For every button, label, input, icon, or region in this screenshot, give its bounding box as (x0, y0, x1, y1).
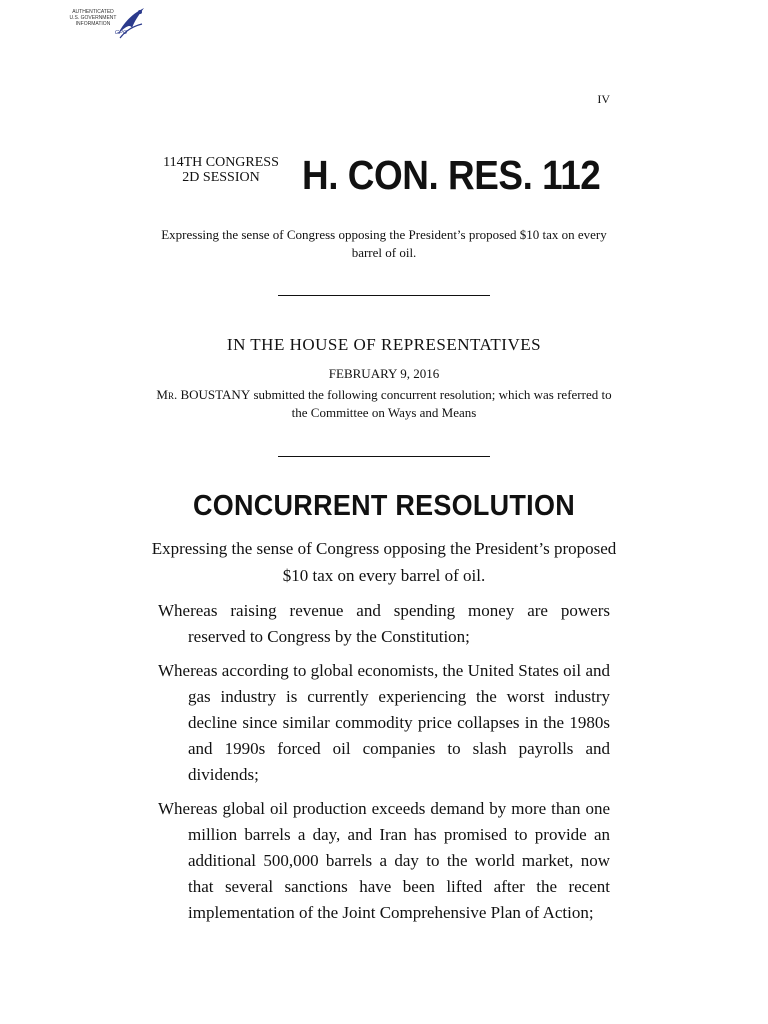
resolution-subtitle: Expressing the sense of Congress opposing the President’s proposed $10 tax on every barrel of oil. (151, 539, 617, 585)
short-title: Expressing the sense of Congress opposing the President’s proposed $10 tax on every barrel of oil. (161, 227, 607, 260)
sponsor-name: Mr. BOUSTANY (156, 387, 251, 402)
document-type-heading: CONCURRENT RESOLUTION (193, 490, 575, 522)
gpo-authentication-logo (62, 4, 146, 46)
introduction-date: FEBRUARY 9, 2016 (328, 366, 440, 381)
divider (278, 456, 490, 457)
whereas-clauses (158, 598, 610, 934)
congress-number: 114TH CONGRESS (163, 155, 279, 170)
page-mark: IV (597, 92, 610, 106)
bill-title: H. CON. RES. 112 (302, 152, 601, 198)
divider (278, 295, 490, 296)
logo-line: INFORMATION (75, 21, 111, 27)
logo-line: U.S. GOVERNMENT (69, 15, 117, 21)
logo-gpo-text: GPO (114, 30, 128, 36)
congress-session-block (158, 155, 284, 185)
whereas-clause: Whereas according to global economists, the United States oil and gas industry is currently experiencing the worst industry decline since similar commodity price collapses in the 1980s and 1990s forced oil companies to slash payrolls and dividends; (158, 661, 610, 784)
introduction-statement (150, 386, 618, 422)
whereas-clause: Whereas global oil production exceeds demand by more than one million barrels a day, and Iran has promised to provide an additional 500,000 barrels a day to the world market, now that several sanctions have been lifted after the recent implementation of the Joint Comprehensive Plan of Action; (158, 799, 610, 922)
chamber-heading: IN THE HOUSE OF REPRESENTATIVES (226, 335, 542, 354)
introduction-text: submitted the following concurrent resolution; which was referred to the Committee on Ways and Means (250, 387, 612, 420)
session-number: 2D SESSION (182, 170, 260, 185)
eagle-icon (114, 4, 146, 46)
whereas-clause: Whereas raising revenue and spending money are powers reserved to Congress by the Constitution; (158, 601, 610, 646)
logo-line: AUTHENTICATED (72, 9, 114, 15)
